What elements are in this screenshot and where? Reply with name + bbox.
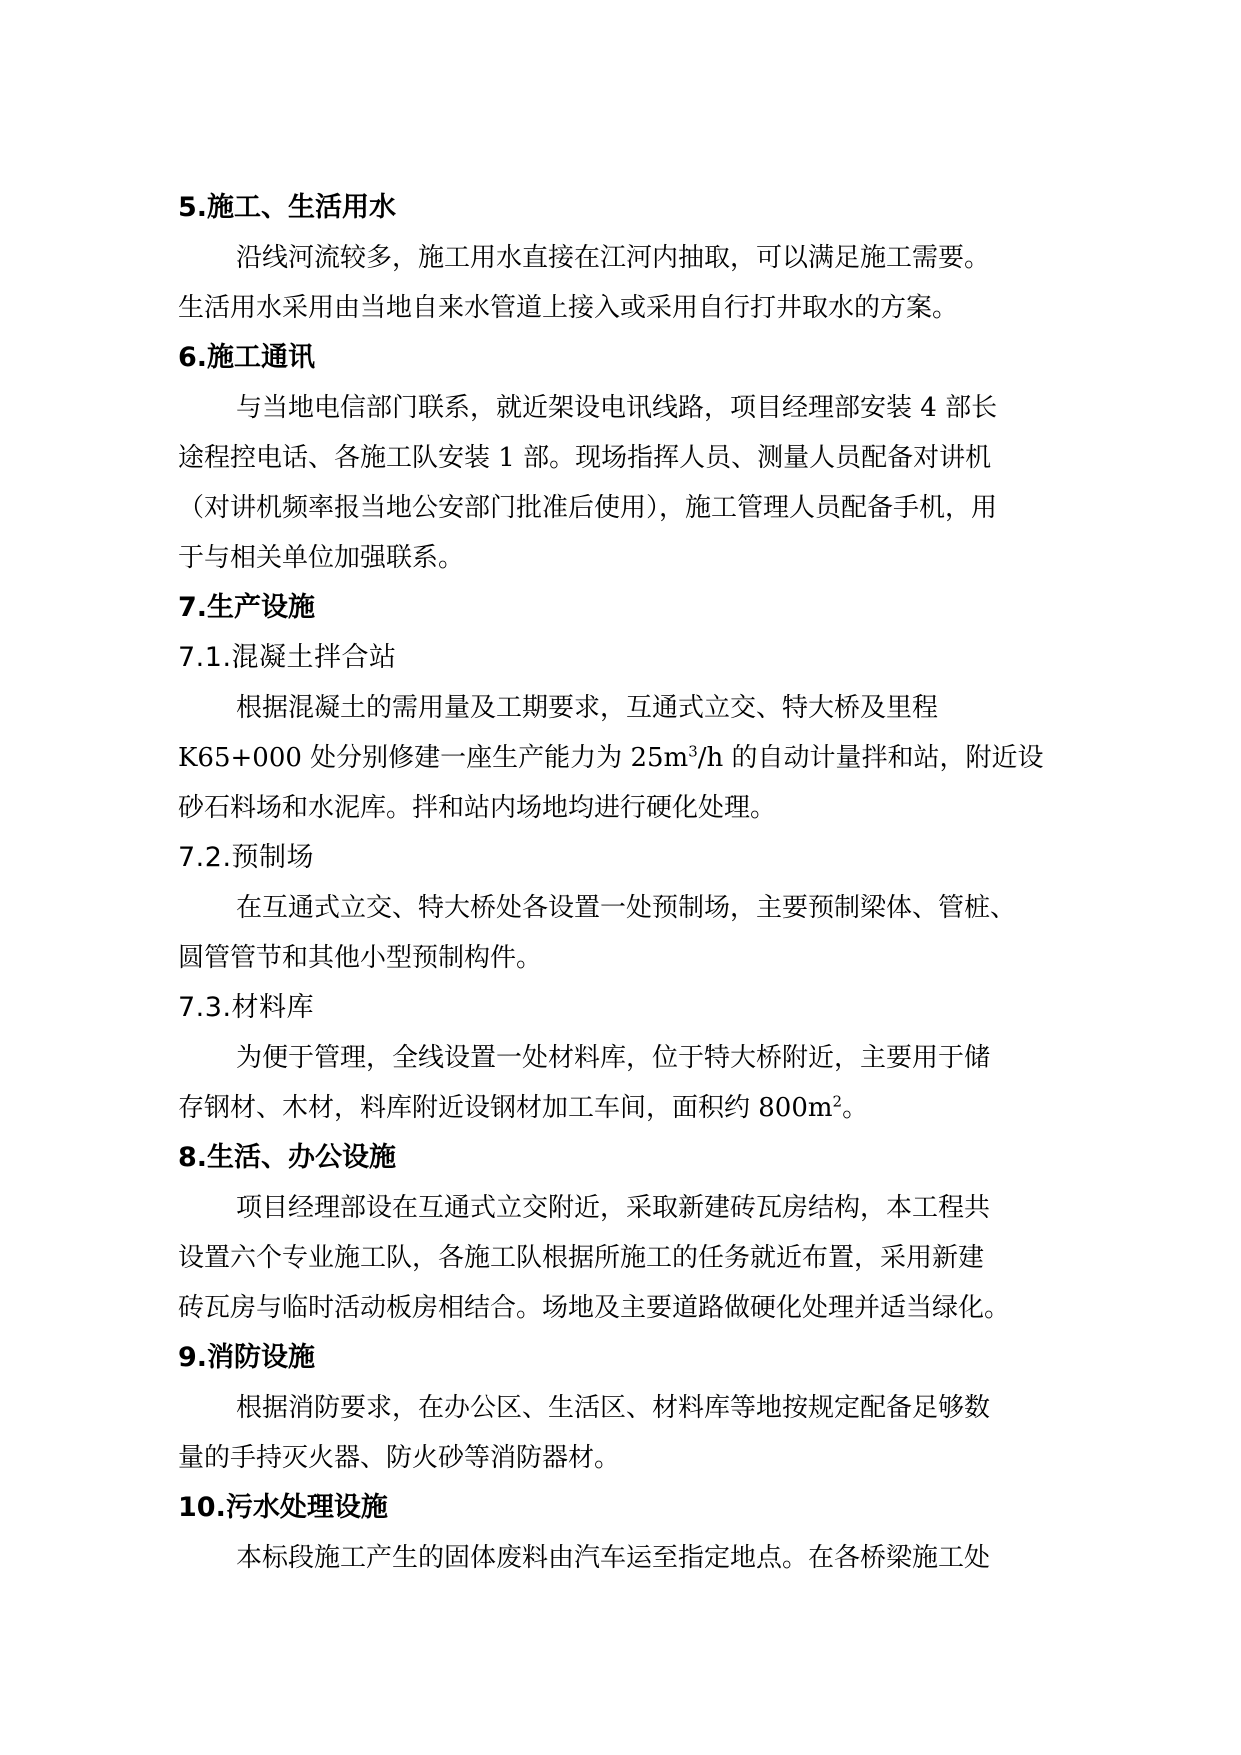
paragraph-line: （对讲机频率报当地公安部门批准后使用），施工管理人员配备手机，用 <box>178 493 998 523</box>
paragraph-line: 砂石料场和水泥库。拌和站内场地均进行硬化处理。 <box>178 793 777 823</box>
superscript: 2 <box>832 1092 843 1111</box>
section-body-6 <box>178 383 1090 583</box>
paragraph-line: 与当地电信部门联系，就近架设电讯线路，项目经理部安装 4 部长 <box>236 393 998 423</box>
document-page <box>178 183 1090 1583</box>
section-body-5 <box>178 233 1090 333</box>
section-body-8 <box>178 1183 1090 1333</box>
section-heading-8: 8.生活、办公设施 <box>178 1142 397 1173</box>
paragraph-line: 本标段施工产生的固体废料由汽车运至指定地点。在各桥梁施工处 <box>236 1543 991 1573</box>
section-heading-10: 10.污水处理设施 <box>178 1492 388 1523</box>
subsection-heading-7-3: 7.3.材料库 <box>178 992 315 1023</box>
subsection-body-7-1 <box>178 683 1090 833</box>
paragraph-line: 圆管管节和其他小型预制构件。 <box>178 943 543 973</box>
section-body-10 <box>178 1533 1090 1583</box>
paragraph-line: 为便于管理，全线设置一处材料库，位于特大桥附近，主要用于储 <box>236 1043 991 1073</box>
paragraph-line: 生活用水采用由当地自来水管道上接入或采用自行打井取水的方案。 <box>178 293 959 323</box>
text-run: K65+000 处分别修建一座生产能力为 25m <box>178 743 689 773</box>
subsection-heading-7-2: 7.2.预制场 <box>178 842 315 873</box>
text-run: /h 的自动计量拌和站，附近设 <box>697 743 1044 773</box>
text-run: 存钢材、木材，料库附近设钢材加工车间，面积约 800m <box>178 1093 833 1123</box>
paragraph-line: 在互通式立交、特大桥处各设置一处预制场，主要预制梁体、管桩、 <box>236 893 1017 923</box>
paragraph-line: 项目经理部设在互通式立交附近，采取新建砖瓦房结构，本工程共 <box>236 1193 991 1223</box>
paragraph-line <box>178 733 1090 783</box>
section-body-9 <box>178 1383 1090 1483</box>
paragraph-line: 砖瓦房与临时活动板房相结合。场地及主要道路做硬化处理并适当绿化。 <box>178 1293 1011 1323</box>
paragraph-line: 于与相关单位加强联系。 <box>178 543 465 573</box>
subsection-body-7-2 <box>178 883 1090 983</box>
paragraph-line: 设置六个专业施工队，各施工队根据所施工的任务就近布置，采用新建 <box>178 1243 985 1273</box>
paragraph-line: 根据混凝土的需用量及工期要求，互通式立交、特大桥及里程 <box>236 693 939 723</box>
section-heading-5: 5.施工、生活用水 <box>178 192 397 223</box>
paragraph-line: 途程控电话、各施工队安装 1 部。现场指挥人员、测量人员配备对讲机 <box>178 443 992 473</box>
section-heading-7: 7.生产设施 <box>178 592 316 623</box>
superscript: 3 <box>688 742 698 761</box>
paragraph-line <box>178 1083 1090 1133</box>
subsection-body-7-3 <box>178 1033 1090 1133</box>
paragraph-line: 根据消防要求，在办公区、生活区、材料库等地按规定配备足够数 <box>236 1393 991 1423</box>
section-heading-9: 9.消防设施 <box>178 1342 316 1373</box>
text-run: 。 <box>842 1093 869 1123</box>
subsection-heading-7-1: 7.1.混凝土拌合站 <box>178 642 397 673</box>
paragraph-line: 量的手持灭火器、防火砂等消防器材。 <box>178 1443 621 1473</box>
section-heading-6: 6.施工通讯 <box>178 342 316 373</box>
paragraph-line: 沿线河流较多，施工用水直接在江河内抽取，可以满足施工需要。 <box>236 243 991 273</box>
